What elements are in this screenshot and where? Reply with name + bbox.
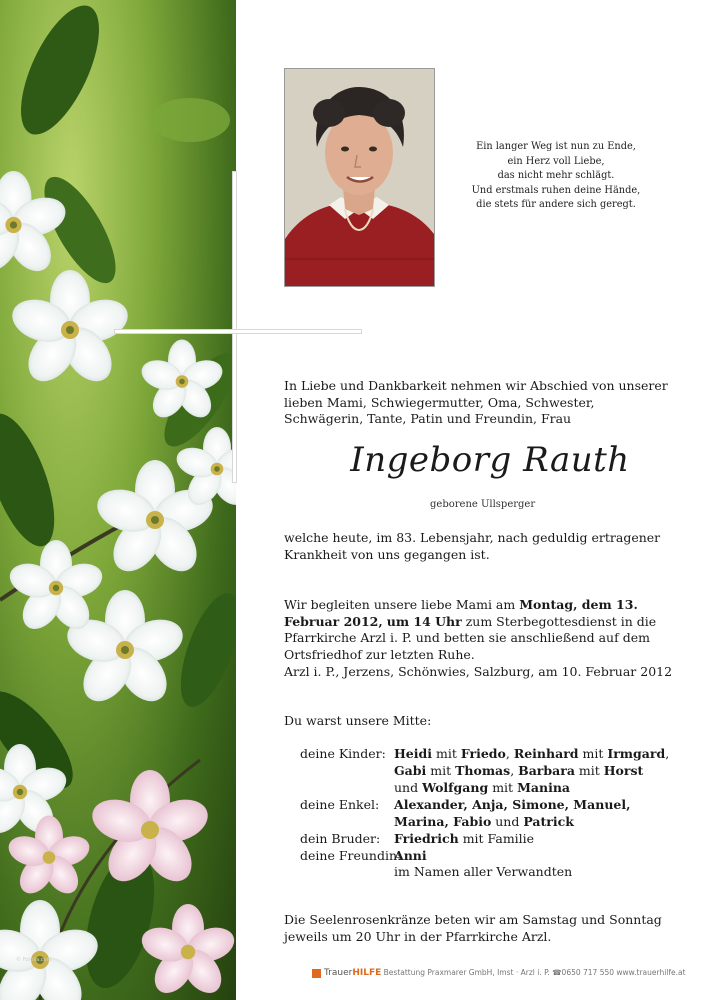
- portrait-photo: [284, 68, 435, 287]
- funeral-home-info: Bestattung Praxmarer GmbH, Imst · Arzl i. P. ☎0650 717 550 www.trauerhilfe.at: [383, 968, 686, 977]
- kinder-line-2: Gabi mit Thomas, Barbara mit Horst: [394, 763, 644, 778]
- bruder-line: Friedrich mit Familie: [394, 831, 535, 846]
- funeral-info: [284, 597, 674, 663]
- enkel-line-2: Marina, Fabio und Patrick: [394, 814, 574, 829]
- verwandte-line: im Namen aller Verwandten: [394, 864, 573, 879]
- freundin-label: deine Freundin:: [300, 848, 402, 863]
- enkel-label: deine Enkel:: [300, 797, 380, 812]
- flower-background-image: [0, 0, 236, 1000]
- kinder-label: deine Kinder:: [300, 746, 386, 761]
- poem-line: Ein langer Weg ist nun zu Ende,: [476, 141, 636, 152]
- deceased-name: Ingeborg Rauth: [350, 440, 630, 480]
- death-note: welche heute, im 83. Lebensjahr, nach geduldig ertragener Krankheit von uns gegangen ist.: [284, 530, 661, 562]
- kinder-line-3: und Wolfgang mit Manina: [394, 780, 571, 795]
- logo-text-2: HILFE: [352, 968, 382, 978]
- place-date: Arzl i. P., Jerzens, Schönwies, Salzburg, am 10. Februar 2012: [284, 664, 673, 679]
- apple-blossom-illustration: [0, 0, 236, 1000]
- poem-line: ein Herz voll Liebe,: [507, 155, 605, 167]
- poem-line: Und erstmals ruhen deine Hände,: [471, 184, 641, 196]
- enkel-line-1: Alexander, Anja, Simone, Manuel,: [394, 797, 631, 812]
- mitte-title: Du warst unsere Mitte:: [284, 713, 432, 728]
- rosary-note: Die Seelenrosenkränze beten wir am Samstag und Sonntag jeweils um 20 Uhr in der Pfarrkirche Arzl.: [284, 912, 662, 944]
- poem-line: das nicht mehr schlägt.: [497, 170, 615, 181]
- portrait-illustration: [285, 69, 434, 286]
- funeral-text-1: Wir begleiten unsere liebe Mami am: [284, 597, 520, 612]
- funeral-time: um 14 Uhr: [386, 613, 462, 629]
- funeral-text-2: zum Sterbegottesdienst in die Pfarrkirche Arzl i. P. und betten sie anschließend auf dem Ortsfriedhof zur letzten Ruhe.: [284, 613, 657, 662]
- funeral-date: Montag, dem 13. Februar 2012,: [284, 597, 638, 629]
- funeral-home-footer: [312, 968, 686, 978]
- trauerhilfe-logo-icon: [312, 969, 321, 978]
- birth-name: geborene Ullsperger: [430, 499, 536, 510]
- bruder-label: dein Bruder:: [300, 831, 381, 846]
- freundin-line: Anni: [394, 848, 427, 863]
- poem: [456, 140, 656, 213]
- kinder-line-1: Heidi mit Friedo, Reinhard mit Irmgard,: [394, 746, 670, 761]
- intro-text: In Liebe und Dankbarkeit nehmen wir Abschied von unserer lieben Mami, Schwiegermutter, Oma, Schwester, Schwägerin, Tante, Patin und Freundin, Frau: [284, 378, 668, 426]
- poem-line: die stets für andere sich geregt.: [476, 199, 636, 210]
- cross-vertical-bar: [233, 172, 236, 482]
- cross-horizontal-bar: [115, 330, 361, 333]
- photo-credit: © Fotolia.com: [16, 957, 52, 963]
- logo-text-1: Trauer: [324, 968, 353, 978]
